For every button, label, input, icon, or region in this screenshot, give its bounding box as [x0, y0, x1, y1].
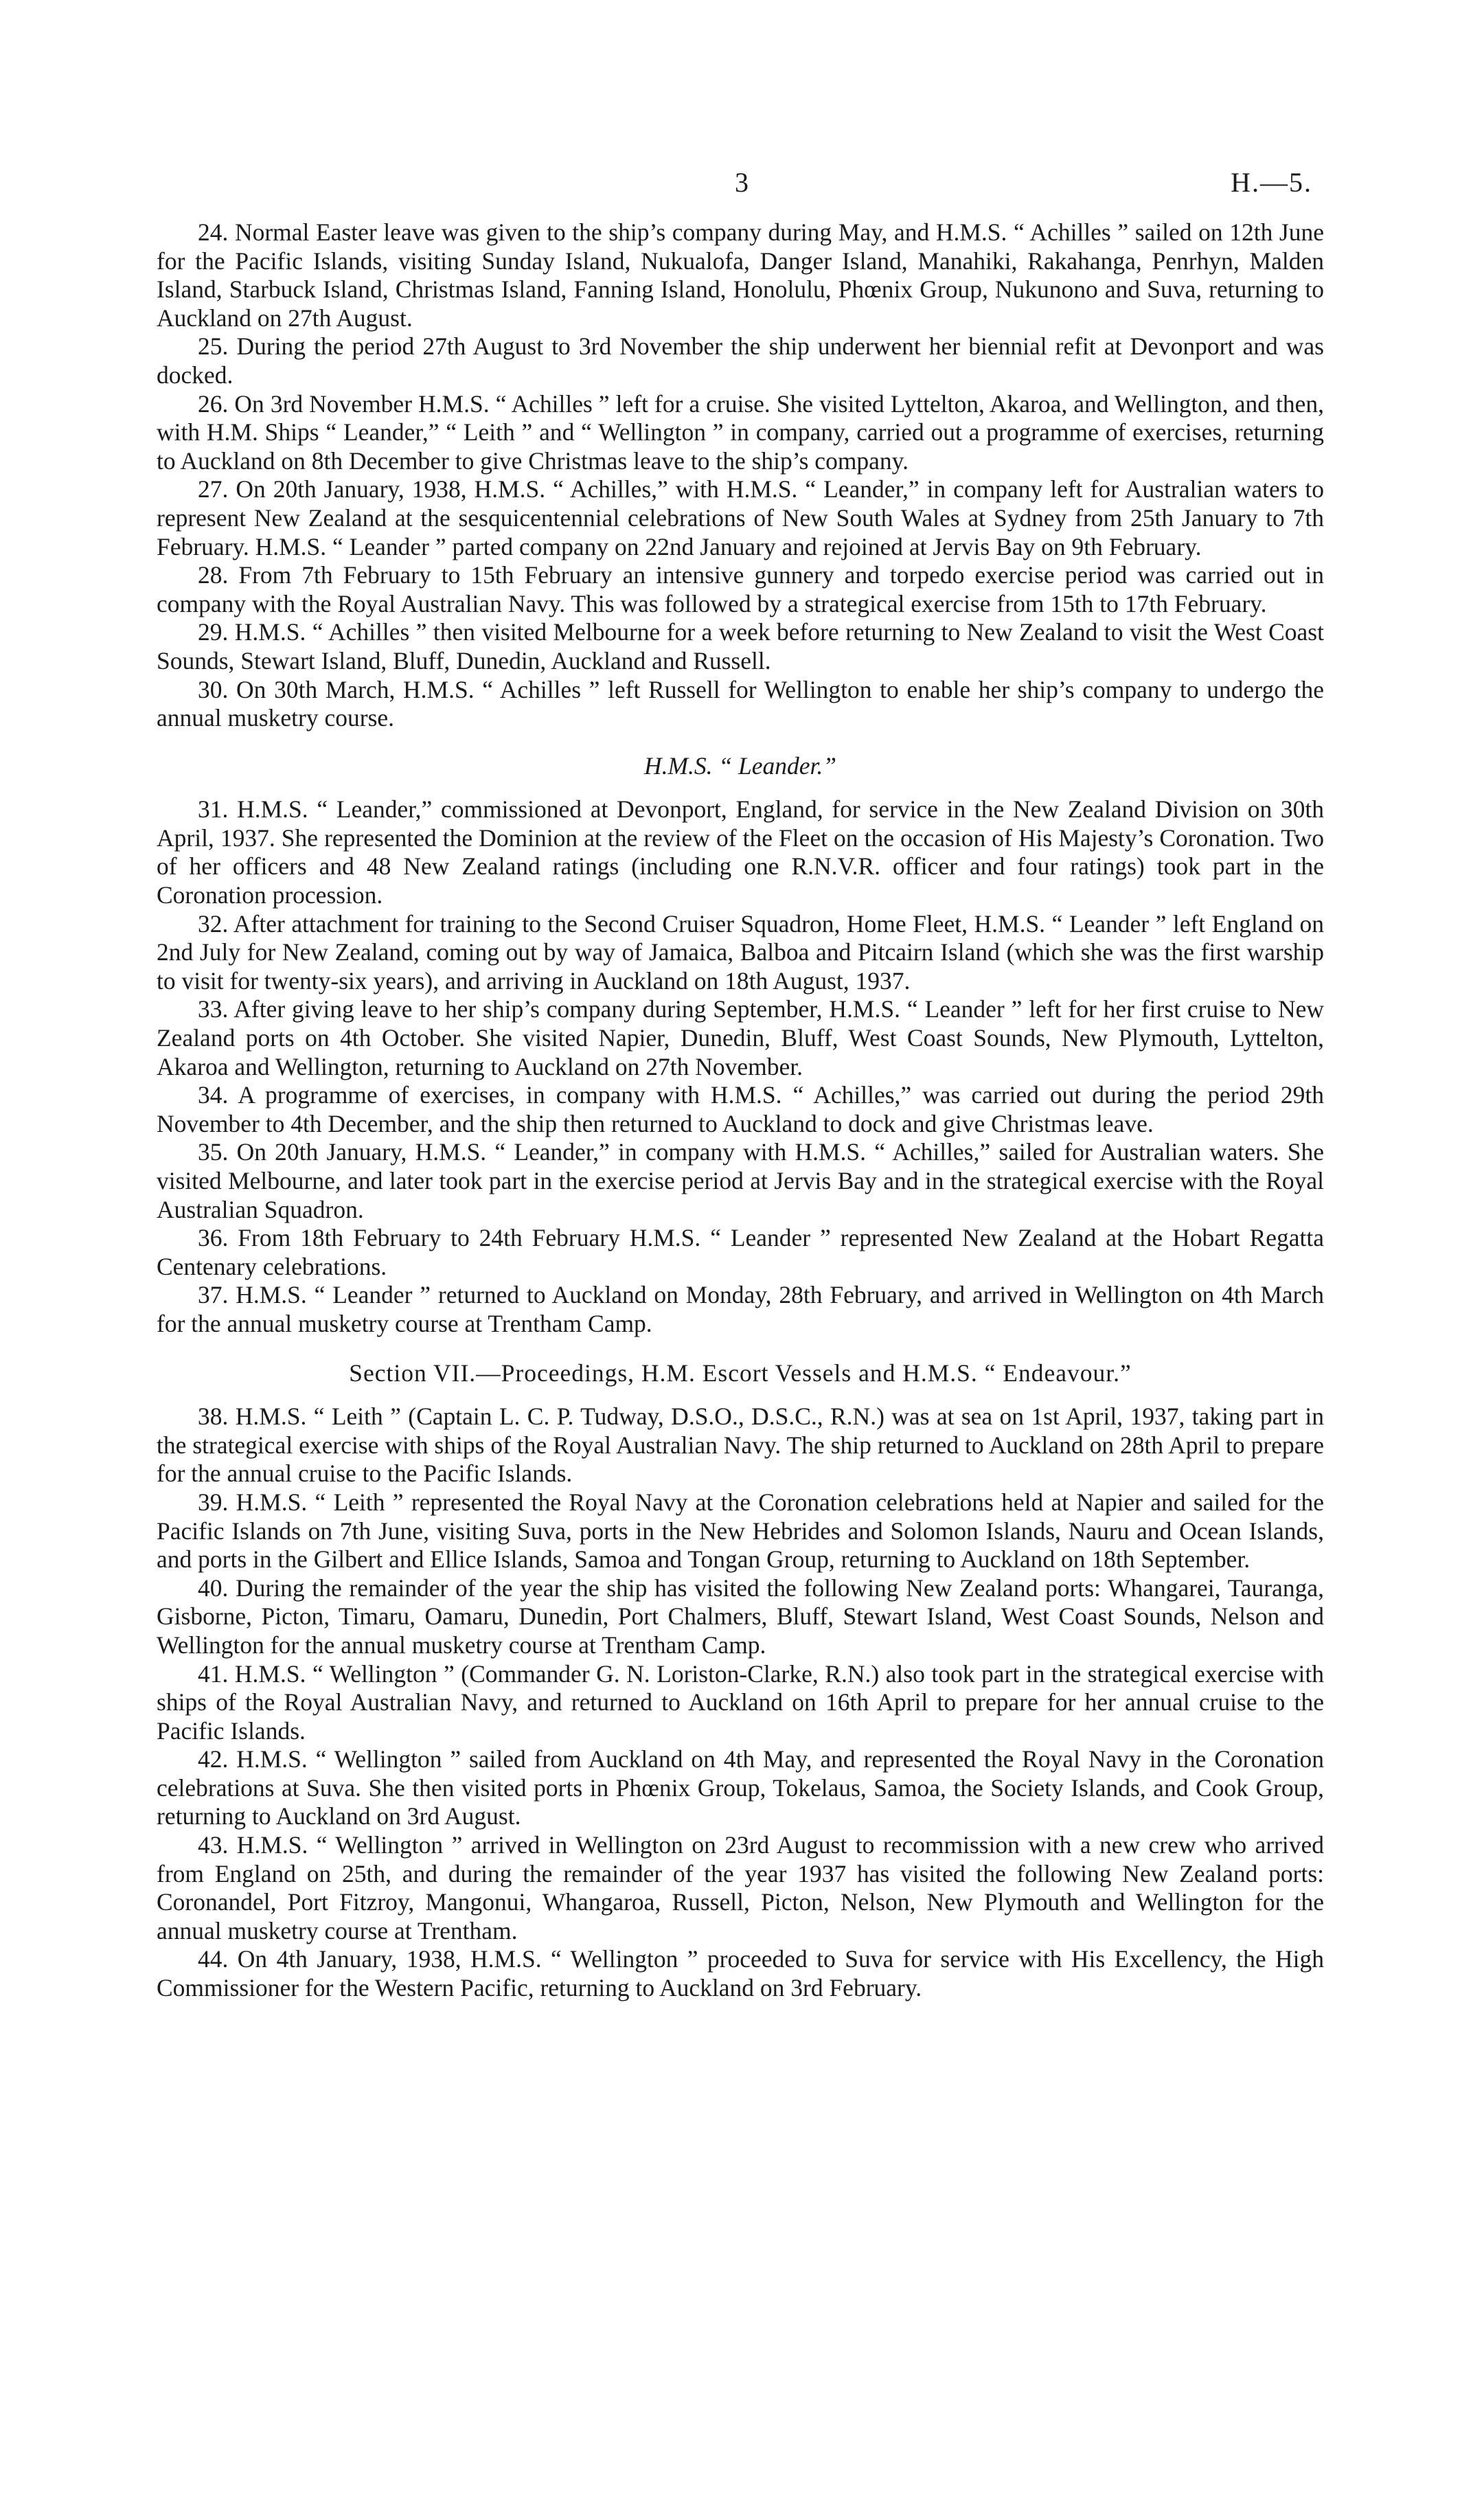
paragraph: 42. H.M.S. “ Wellington ” sailed from Auckland on 4th May, and represented the Royal Navy in the Coronation celebrations at Suva. She then visited ports in Phœnix Group, Tokelaus, Samoa, the Society Islands, and Cook Group, returning to Auckland on 3rd August.	[157, 1745, 1324, 1830]
paragraph: 31. H.M.S. “ Leander,” commissioned at Devonport, England, for service in the New Zealand Division on 30th April, 1937. She represented the Dominion at the review of the Fleet on the occasion of His Majesty’s Coronation. Two of her officers and 48 New Zealand ratings (including one R.N.V.R. officer and four ratings) took part in the Coronation procession.	[157, 795, 1324, 909]
paragraph: 34. A programme of exercises, in company with H.M.S. “ Achilles,” was carried out during the period 29th November to 4th December, and the ship then returned to Auckland to dock and give Christmas leave.	[157, 1081, 1324, 1137]
paragraph: 24. Normal Easter leave was given to the ship’s company during May, and H.M.S. “ Achilles ” sailed on 12th June for the Pacific Islands, visiting Sunday Island, Nukualofa, Danger Island, Manahiki, Rakahanga, Penrhyn, Malden Island, Starbuck Island, Christmas Island, Fanning Island, Honolulu, Phœnix Group, Nukunono and Suva, returning to Auckland on 27th August.	[157, 218, 1324, 332]
paragraph: 37. H.M.S. “ Leander ” returned to Auckland on Monday, 28th February, and arrived in Wellington on 4th March for the annual musketry course at Trentham Camp.	[157, 1281, 1324, 1337]
paragraph: 39. H.M.S. “ Leith ” represented the Royal Navy at the Coronation celebrations held at Napier and sailed for the Pacific Islands on 7th June, visiting Suva, ports in the New Hebrides and Solomon Islands, Nauru and Ocean Islands, and ports in the Gilbert and Ellice Islands, Samoa and Tongan Group, returning to Auckland on 18th September.	[157, 1488, 1324, 1574]
paragraph: 32. After attachment for training to the Second Cruiser Squadron, Home Fleet, H.M.S. “ Leander ” left England on 2nd July for New Zealand, coming out by way of Jamaica, Balboa and Pitcairn Island (which she was the first warship to visit for twenty-six years), and arriving in Auckland on 18th August, 1937.	[157, 909, 1324, 995]
paragraph: 29. H.M.S. “ Achilles ” then visited Melbourne for a week before returning to New Zealand to visit the West Coast Sounds, Stewart Island, Bluff, Dunedin, Auckland and Russell.	[157, 618, 1324, 674]
paragraph: 26. On 3rd November H.M.S. “ Achilles ” left for a cruise. She visited Lyttelton, Akaroa, and Wellington, and then, with H.M. Ships “ Leander,” “ Leith ” and “ Wellington ” in company, carried out a programme of exercises, returning to Auckland on 8th December to give Christmas leave to the ship’s company.	[157, 389, 1324, 475]
paragraph: 36. From 18th February to 24th February H.M.S. “ Leander ” represented New Zealand at the Hobart Regatta Centenary celebrations.	[157, 1224, 1324, 1280]
paragraph: 27. On 20th January, 1938, H.M.S. “ Achilles,” with H.M.S. “ Leander,” in company left for Australian waters to represent New Zealand at the sesquicentennial celebrations of New South Wales at Sydney from 25th January to 7th February. H.M.S. “ Leander ” parted company on 22nd January and rejoined at Jervis Bay on 9th February.	[157, 475, 1324, 560]
heading-leander: H.M.S. “ Leander.”	[643, 751, 837, 780]
paragraph: 41. H.M.S. “ Wellington ” (Commander G. N. Loriston-Clarke, R.N.) also took part in the strategical exercise with ships of the Royal Australian Navy, and returned to Auckland on 16th April to prepare for her annual cruise to the Pacific Islands.	[157, 1659, 1324, 1745]
paragraph: 40. During the remainder of the year the ship has visited the following New Zealand ports: Whangarei, Tauranga, Gisborne, Picton, Timaru, Oamaru, Dunedin, Port Chalmers, Bluff, Stewart Island, West Coast Sounds, Nelson and Wellington for the annual musketry course at Trentham Camp.	[157, 1574, 1324, 1659]
document-code: H.—5.	[1231, 167, 1312, 198]
paragraph: 33. After giving leave to her ship’s company during September, H.M.S. “ Leander ” left for her first cruise to New Zealand ports on 4th October. She visited Napier, Dunedin, Bluff, West Coast Sounds, New Plymouth, Lyttelton, Akaroa and Wellington, returning to Auckland on 27th November.	[157, 995, 1324, 1080]
paragraph: 43. H.M.S. “ Wellington ” arrived in Wellington on 23rd August to recommission with a new crew who arrived from England on 25th, and during the remainder of the year 1937 has visited the following New Zealand ports: Coronandel, Port Fitzroy, Mangonui, Whangaroa, Russell, Picton, Nelson, New Plymouth and Wellington for the annual musketry course at Trentham.	[157, 1831, 1324, 1944]
paragraph: 44. On 4th January, 1938, H.M.S. “ Wellington ” proceeded to Suva for service with His Excellency, the High Commissioner for the Western Pacific, returning to Auckland on 3rd February.	[157, 1945, 1324, 2002]
paragraph: 38. H.M.S. “ Leith ” (Captain L. C. P. Tudway, D.S.O., D.S.C., R.N.) was at sea on 1st April, 1937, taking part in the strategical exercise with ships of the Royal Australian Navy. The ship returned to Auckland on 28th April to prepare for the annual cruise to the Pacific Islands.	[157, 1403, 1324, 1488]
paragraph: 35. On 20th January, H.M.S. “ Leander,” in company with H.M.S. “ Achilles,” sailed for Australian waters. She visited Melbourne, and later took part in the exercise period at Jervis Bay and in the strategical exercise with the Royal Australian Squadron.	[157, 1138, 1324, 1223]
paragraph: 28. From 7th February to 15th February an intensive gunnery and torpedo exercise period was carried out in company with the Royal Australian Navy. This was followed by a strategical exercise from 15th to 17th February.	[157, 561, 1324, 617]
body-text	[157, 218, 1324, 2003]
paragraph: 25. During the period 27th August to 3rd November the ship underwent her biennial refit at Devonport and was docked.	[157, 332, 1324, 389]
heading-section-vii: Section VII.—Proceedings, H.M. Escort Vessels and H.M.S. “ Endeavour.”	[349, 1359, 1132, 1387]
page-number: 3	[735, 167, 749, 198]
paragraph: 30. On 30th March, H.M.S. “ Achilles ” left Russell for Wellington to enable her ship’s company to undergo the annual musketry course.	[157, 675, 1324, 732]
